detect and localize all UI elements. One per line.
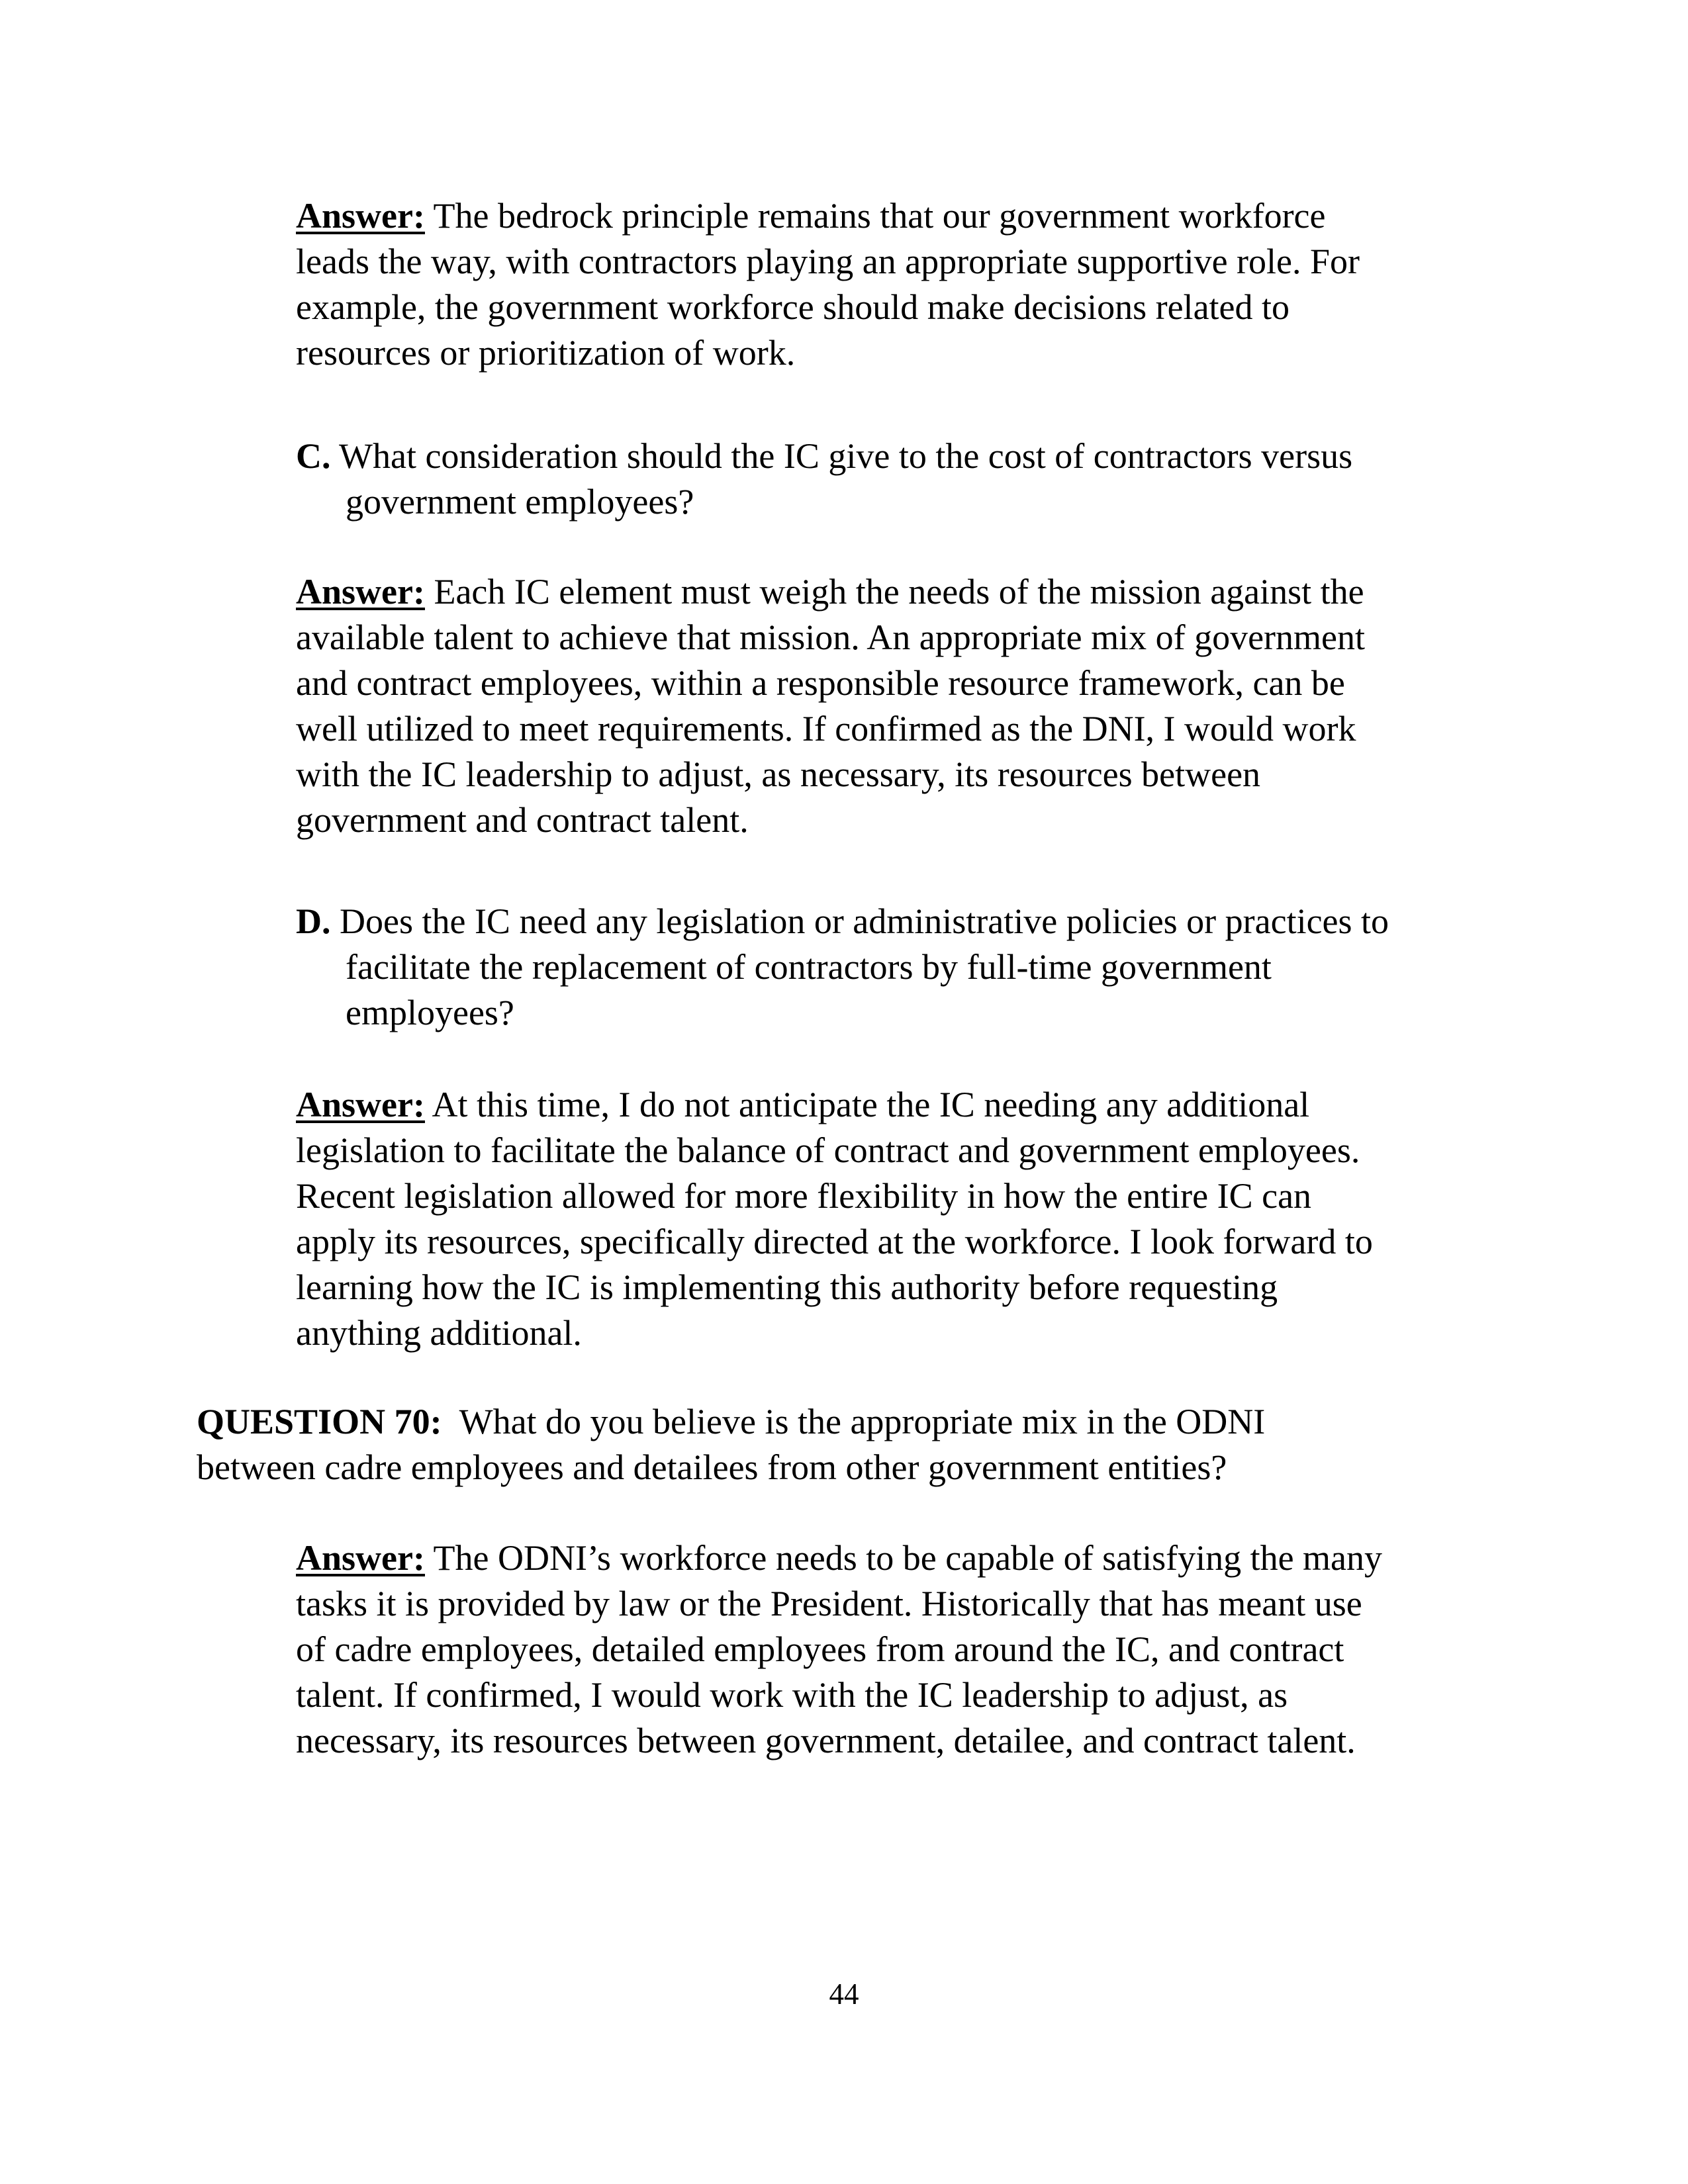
answer-paragraph xyxy=(296,193,1554,376)
text-line-content: What do you believe is the appropriate mix in the ODNI xyxy=(442,1402,1266,1441)
text-line: tasks it is provided by law or the President. Historically that has meant use xyxy=(296,1584,1362,1623)
text-line: resources or prioritization of work. xyxy=(296,333,796,373)
text-line: apply its resources, specifically directed at the workforce. I look forward to xyxy=(296,1222,1373,1261)
text-line: leads the way, with contractors playing an appropriate supportive role. For xyxy=(296,242,1360,281)
answer-paragraph xyxy=(296,1535,1554,1764)
text-line-content: Each IC element must weigh the needs of the mission against the xyxy=(424,572,1364,612)
question-70 xyxy=(197,1399,1554,1490)
text-line xyxy=(296,1535,1554,1581)
text-line-content: Does the IC need any legislation or administrative policies or practices to xyxy=(330,901,1389,941)
answer-label: Answer: xyxy=(296,196,425,236)
sub-question-d xyxy=(296,899,1603,1036)
text-line: and contract employees, within a responsible resource framework, can be xyxy=(296,663,1345,703)
text-line xyxy=(296,569,1554,615)
text-line: between cadre employees and detailees from other government entities? xyxy=(197,1447,1227,1487)
text-line: learning how the IC is implementing this authority before requesting xyxy=(296,1267,1278,1307)
sub-question-label: D. xyxy=(296,901,331,941)
text-line xyxy=(296,899,1603,944)
answer-label: Answer: xyxy=(296,1085,425,1124)
text-line-content: At this time, I do not anticipate the IC needing any additional xyxy=(424,1085,1310,1124)
text-line: well utilized to meet requirements. If confirmed as the DNI, I would work xyxy=(296,709,1356,749)
text-line xyxy=(296,193,1554,239)
question-label: QUESTION 70: xyxy=(197,1402,442,1441)
text-line: necessary, its resources between government, detailee, and contract talent. xyxy=(296,1721,1356,1760)
text-line xyxy=(296,433,1603,479)
text-line xyxy=(296,1082,1554,1128)
text-line: available talent to achieve that mission. An appropriate mix of government xyxy=(296,617,1366,657)
text-line: of cadre employees, detailed employees from around the IC, and contract xyxy=(296,1629,1344,1669)
answer-label: Answer: xyxy=(296,1538,425,1578)
text-line: with the IC leadership to adjust, as necessary, its resources between xyxy=(296,754,1261,794)
text-line: employees? xyxy=(346,993,514,1032)
text-line: anything additional. xyxy=(296,1313,582,1353)
sub-question-c xyxy=(296,433,1603,525)
text-line-content: What consideration should the IC give to the cost of contractors versus xyxy=(330,436,1353,476)
text-line: government and contract talent. xyxy=(296,800,749,840)
text-line xyxy=(197,1399,1554,1445)
text-line: Recent legislation allowed for more flexibility in how the entire IC can xyxy=(296,1176,1312,1216)
text-line-content: The ODNI’s workforce needs to be capable of satisfying the many xyxy=(424,1538,1383,1578)
text-line: government employees? xyxy=(346,482,694,522)
page-number: 44 xyxy=(829,1978,859,2011)
text-line-content: The bedrock principle remains that our government workforce xyxy=(424,196,1326,236)
answer-paragraph xyxy=(296,569,1554,843)
text-line: legislation to facilitate the balance of contract and government employees. xyxy=(296,1130,1360,1170)
text-line: talent. If confirmed, I would work with the IC leadership to adjust, as xyxy=(296,1675,1288,1715)
text-line: example, the government workforce should make decisions related to xyxy=(296,287,1290,327)
sub-question-label: C. xyxy=(296,436,331,476)
text-line: facilitate the replacement of contractors by full-time government xyxy=(346,947,1272,987)
answer-label: Answer: xyxy=(296,572,425,612)
answer-paragraph xyxy=(296,1082,1554,1356)
